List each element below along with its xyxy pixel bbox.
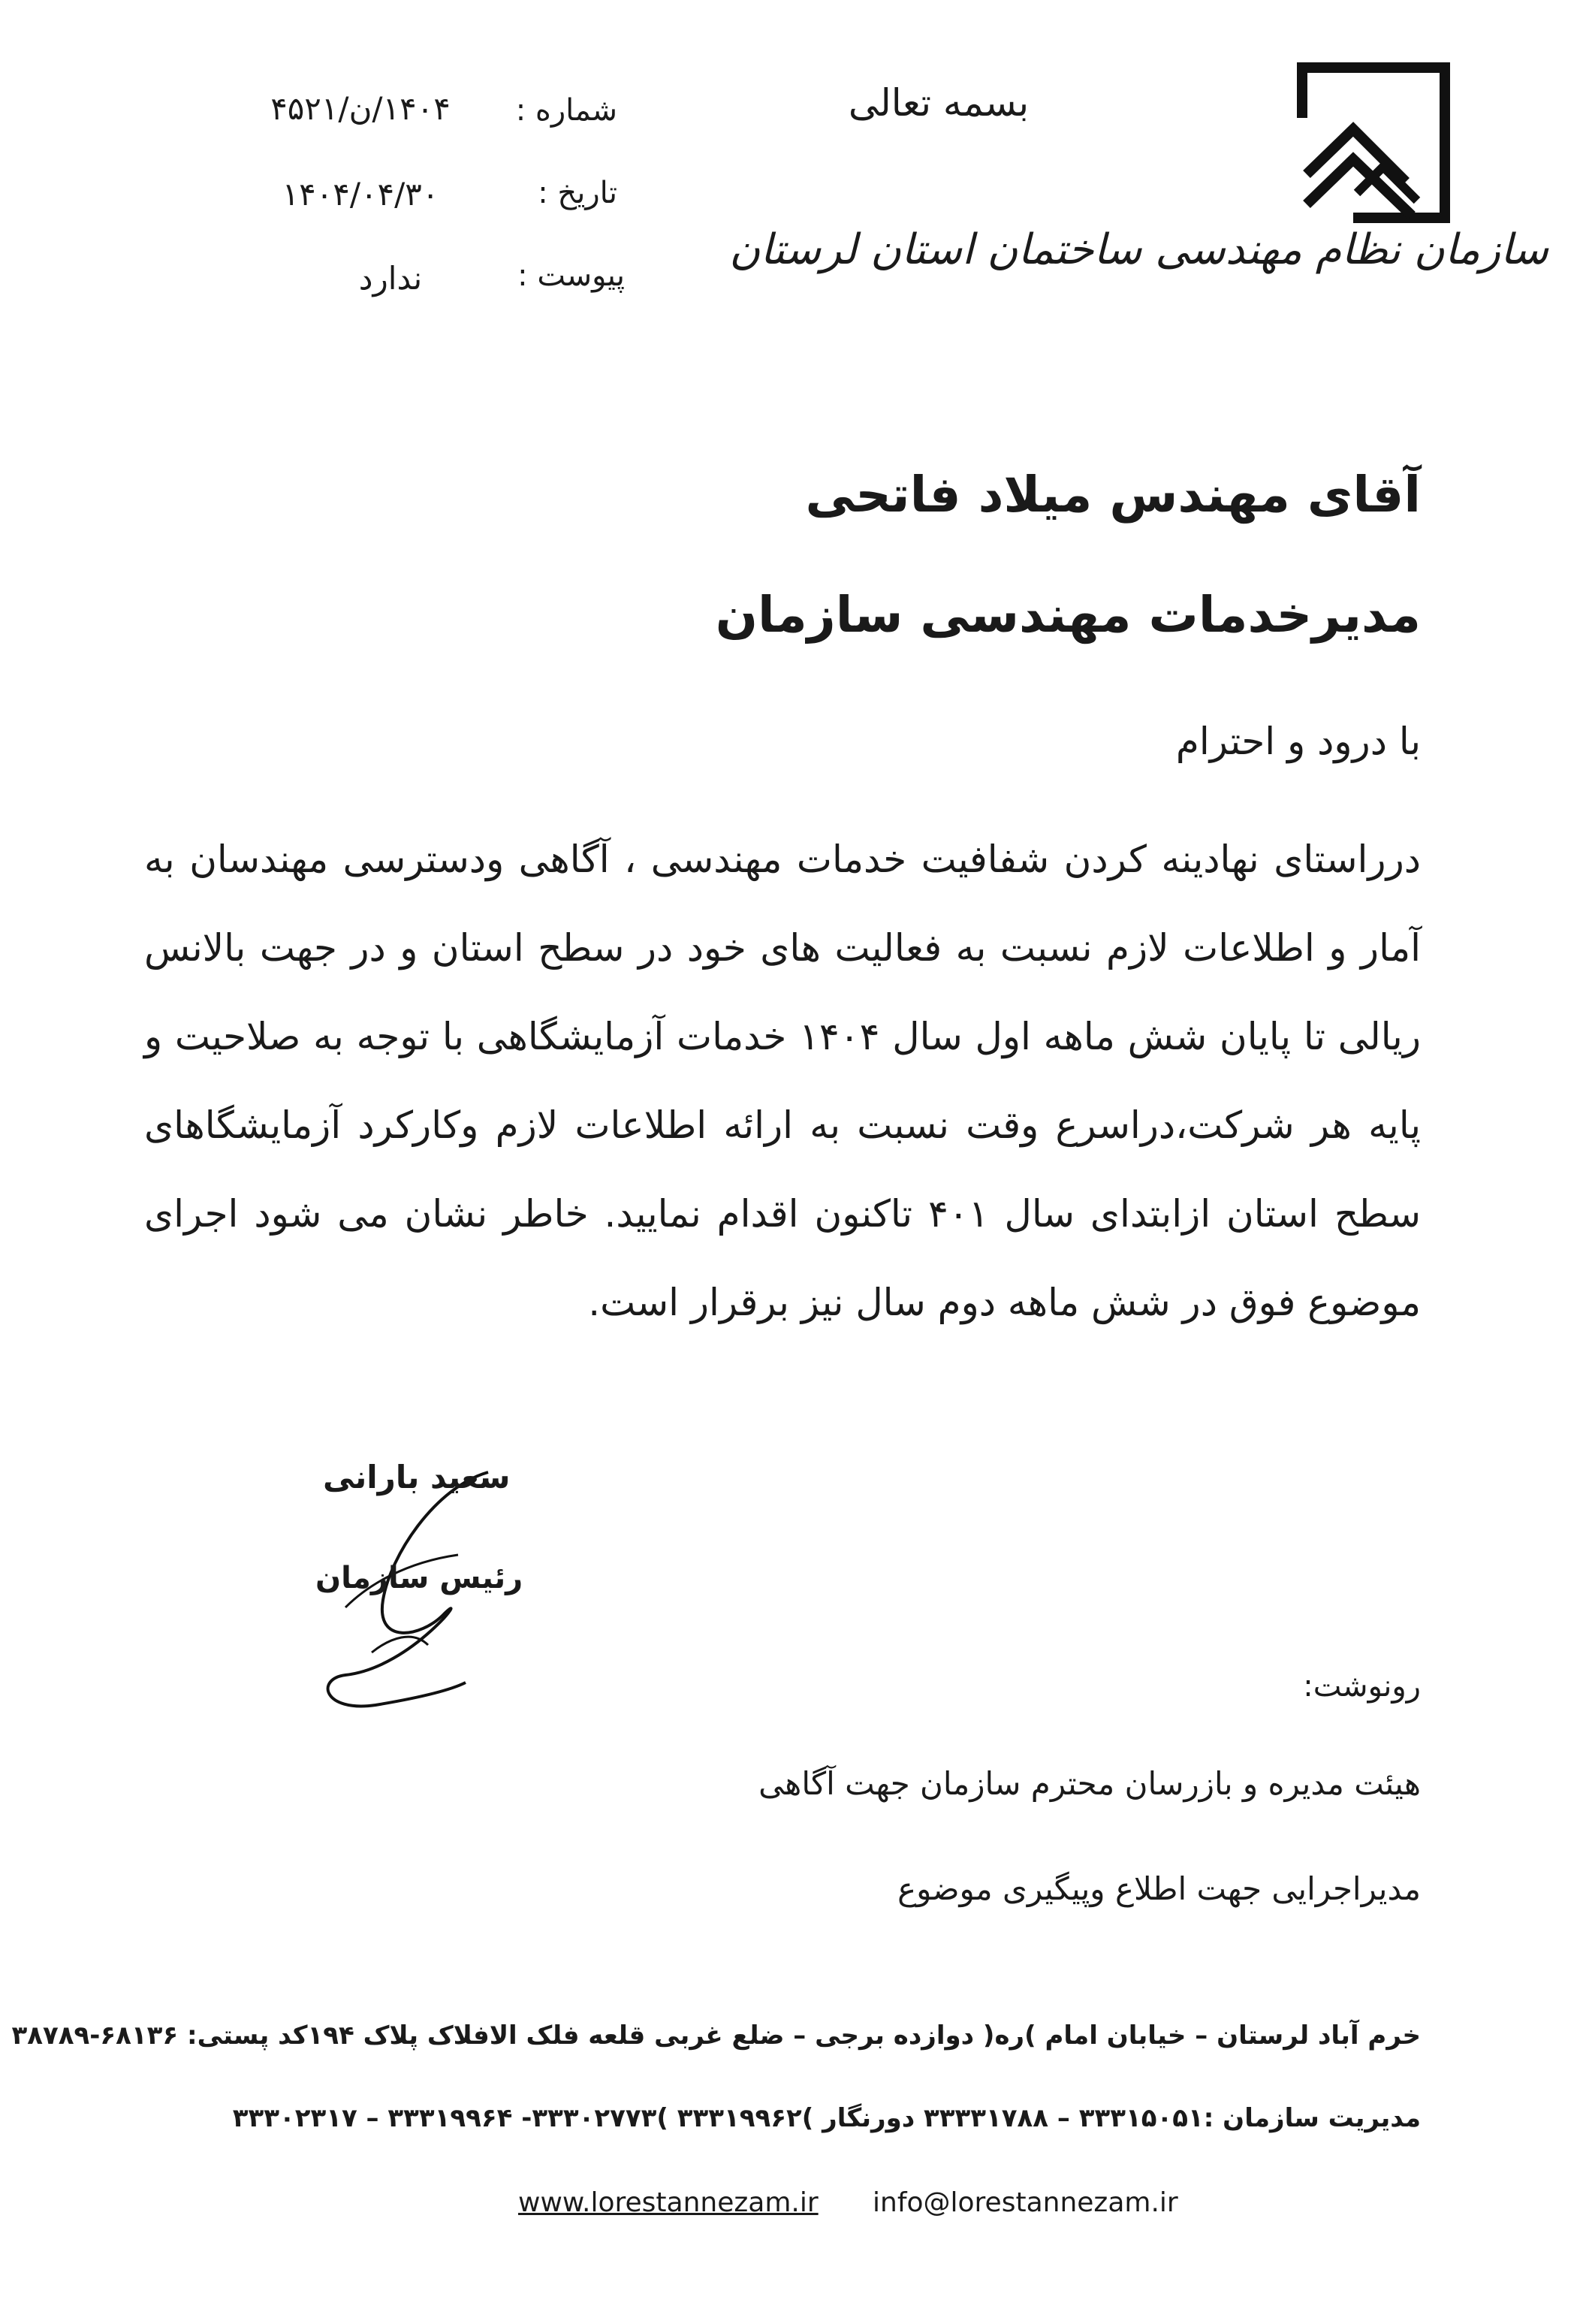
logo-emblem-icon xyxy=(1286,62,1466,234)
greeting: با درود و احترام xyxy=(1175,720,1421,763)
organization-name: سازمان نظام مهندسی ساختمان استان لرستان xyxy=(729,225,1548,274)
invocation-text: بسمه تعالی xyxy=(848,81,1030,125)
attachment-value: ندارد xyxy=(358,260,423,297)
date-value: ۱۴۰۴/۰۴/۳۰ xyxy=(282,176,439,213)
number-value: ۱۴۰۴/ن/۴۵۲۱ xyxy=(270,90,451,127)
number-label: شماره : xyxy=(515,93,617,128)
cc-item: مدیراجرایی جهت اطلاع وپیگیری موضوع xyxy=(897,1870,1421,1907)
cc-item: هیئت مدیره و بازرسان محترم سازمان جهت آگاهی xyxy=(758,1765,1421,1802)
footer-phones: مدیریت سازمان :۳۳۳۱۵۰۵۱ – ۳۳۳۳۱۷۸۸ دورنگار )۳۳۳۱۹۹۶۲ )۳۳۳۰۲۷۷۳- ۳۳۳۱۹۹۶۴ – ۳۳۳۰۲۳۱۷ xyxy=(232,2103,1421,2133)
signatory-title: رئیس سازمان xyxy=(315,1561,523,1595)
addressee-title: مدیرخدمات مهندسی سازمان xyxy=(715,586,1421,644)
email-link[interactable]: info@lorestannezam.ir xyxy=(873,2187,1178,2218)
organization-logo xyxy=(1286,62,1466,234)
cc-label: رونوشت: xyxy=(1303,1669,1421,1704)
website-link[interactable]: www.lorestannezam.ir xyxy=(518,2187,819,2218)
footer-address: خرم آباد لرستان – خیابان امام )ره( دوازده برجی – ضلع غربی قلعه فلک الافلاک پلاک ۱۹۴کد پستی: ۶۸۱۳۶-۳۸۷۸۹ xyxy=(11,2021,1421,2051)
letter-body: درراستای نهادینه کردن شفافیت خدمات مهندسی ، آگاهی ودسترسی مهندسان به آمار و اطلاعات لازم نسبت به فعالیت های خود در سطح استان و در جهت بالانس ریالی تا پایان شش ماهه اول سال ۱۴۰۴ خدمات آزمایشگاهی با توجه به صلاحیت و پایه هر شرکت،دراسرع وقت نسبت به ارائه اطلاعات لازم وکارکرد آزمایشگاهای سطح استان ازابتدای سال ۴۰۱ تاکنون اقدام نمایید. خاطر نشان می شود اجرای موضوع فوق در شش ماهه دوم سال نیز برقرار است. xyxy=(144,838,1422,1324)
signatory-name: سعید بارانی xyxy=(323,1459,511,1496)
attachment-label: پیوست : xyxy=(517,258,625,293)
addressee-name: آقای مهندس میلاد فاتحی xyxy=(805,466,1421,524)
date-label: تاریخ : xyxy=(538,176,617,210)
